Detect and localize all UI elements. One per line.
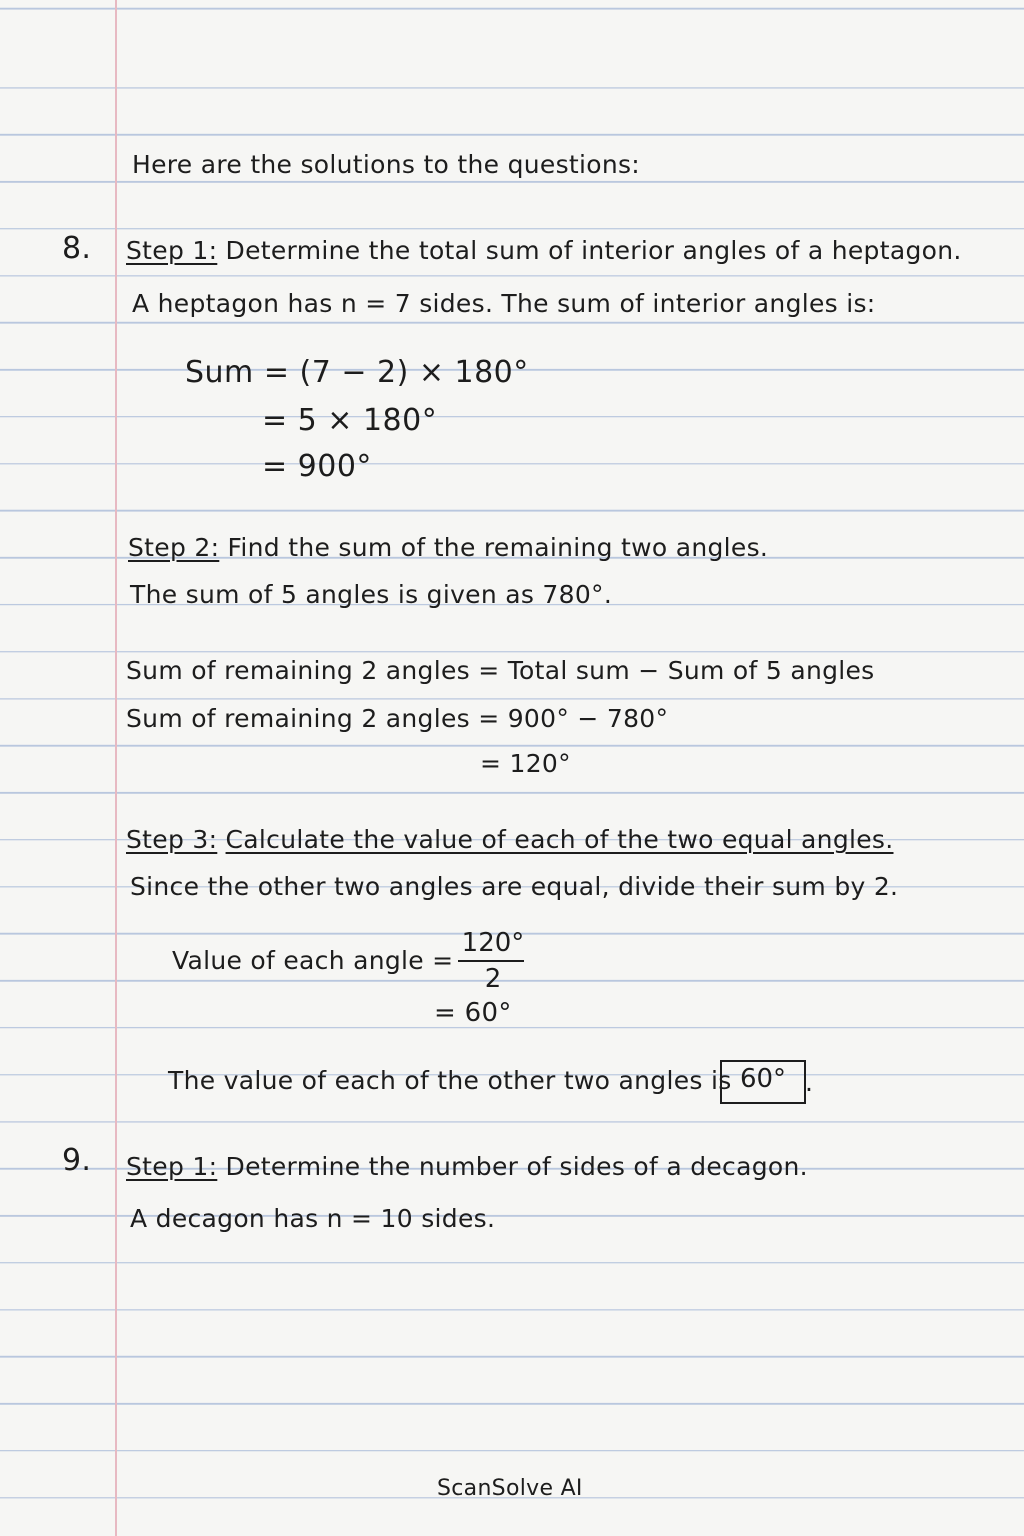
conclusion-period: . <box>805 1068 814 1097</box>
q8-step2-text: Find the sum of the remaining two angles. <box>227 533 769 562</box>
q8-step2-line <box>128 533 768 563</box>
margin-line <box>115 0 117 1536</box>
footer-brand: ScanSolve AI <box>437 1476 583 1501</box>
q8-step1-line <box>126 236 962 266</box>
q8-step3-line <box>126 825 894 855</box>
q8-step2-eq1: Sum of remaining 2 angles = Total sum − Sum of 5 angles <box>126 656 875 685</box>
answer-box: 60° <box>720 1060 806 1104</box>
fraction-denominator: 2 <box>484 964 502 994</box>
q9-step1-label: Step 1: <box>126 1152 218 1181</box>
q8-step2-eq3: = 120° <box>480 749 571 778</box>
fraction-numerator: 120° <box>461 928 525 958</box>
q8-step2-eq2: Sum of remaining 2 angles = 900° − 780° <box>126 704 669 733</box>
q8-step3-text: Calculate the value of each of the two equal angles. <box>225 825 894 854</box>
q9-step1-line <box>126 1152 808 1182</box>
q8-step1-text: Determine the total sum of interior angles of a heptagon. <box>225 236 962 265</box>
q8-step2-line2: The sum of 5 angles is given as 780°. <box>130 580 613 609</box>
q8-step2-label: Step 2: <box>128 533 220 562</box>
q8-step3-label: Step 3: <box>126 825 218 854</box>
q8-step1-eq2: = 5 × 180° <box>262 403 438 438</box>
question-8-number: 8. <box>62 231 92 266</box>
q8-conclusion: The value of each of the other two angles is <box>168 1066 732 1095</box>
q9-step1-text: Determine the number of sides of a decagon. <box>225 1152 808 1181</box>
q8-step1-label: Step 1: <box>126 236 218 265</box>
q8-step3-eq-result: = 60° <box>434 998 512 1028</box>
fraction-bar <box>458 960 524 962</box>
question-9-number: 9. <box>62 1143 92 1178</box>
q8-step1-eq3: = 900° <box>262 449 372 484</box>
q8-step3-line2: Since the other two angles are equal, divide their sum by 2. <box>130 872 899 901</box>
q8-step1-eq1: Sum = (7 − 2) × 180° <box>185 355 529 390</box>
q9-step1-line2: A decagon has n = 10 sides. <box>130 1204 496 1233</box>
q8-step3-eq-lhs: Value of each angle = <box>172 946 454 975</box>
intro-text: Here are the solutions to the questions: <box>132 150 641 179</box>
q8-step1-line2: A heptagon has n = 7 sides. The sum of interior angles is: <box>132 289 876 318</box>
